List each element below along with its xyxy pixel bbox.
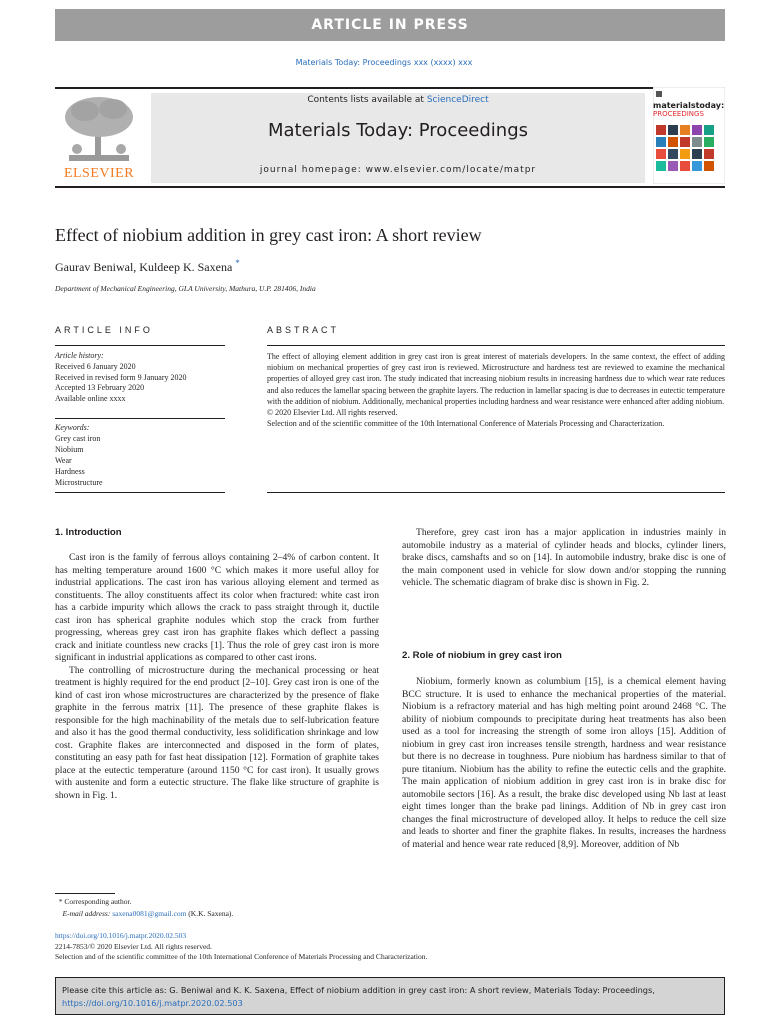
keyword-item: Niobium: [55, 445, 84, 454]
article-in-press-banner: ARTICLE IN PRESS: [55, 9, 725, 41]
issn-line: 2214-7853/© 2020 Elsevier Ltd. All rights reserved.: [55, 941, 212, 951]
email-label: E-mail address:: [62, 909, 111, 918]
author-email-link[interactable]: saxena0081@gmail.com: [112, 909, 187, 918]
citation-doi-link[interactable]: https://doi.org/10.1016/j.matpr.2020.02.503: [62, 998, 243, 1008]
intro-paragraph-1: Cast iron is the family of ferrous alloys containing 2–4% of carbon content. It has melting temperature around 1600 °C which makes it more useful alloy for industrial applications. The cast iron has various alloying element and termed as constituents. The alloy constituents affect its color when fractured: white cast iron has a carbide impurity which allows the crack to pass straight through it, ductile cast iron has spherical graphite nodules which stop the crack from further progressing, whereas grey cast iron has graphite flakes which deflect a passing crack and initiate countless new cracks [1]. Thus the role of grey cast iron is more significant in industrial applications as compared to other cast irons.: [55, 552, 379, 663]
corresponding-author-link[interactable]: *: [235, 258, 240, 268]
intro-paragraph-2: The controlling of microstructure during the mechanical processing or heat treatment is highly required for the end product [2–10]. Grey cast iron is one of the kind of cast iron whose microstructures are characterized by the presence of flake graphite in the ferrous matrix [11]. The presence of these graphite flakes is responsible for the high machinability of the metals due to self-lubrication feature and also it has the good thermal conductivity, less solidification shrinkage and low cost. Graphite flakes are interconnected and disposed in the form of plates, constituting an easy path for fast heat dissipation [12]. Formation of graphite takes place at the eutectic temperature (around 1150 °C for cast iron). It usually grows with austenite and form a eutectic structure. The flake like structure of graphite is shown in Fig. 1.: [55, 664, 379, 801]
doi-link[interactable]: https://doi.org/10.1016/j.matpr.2020.02.503: [55, 931, 187, 940]
journal-cover-thumbnail[interactable]: [653, 87, 725, 184]
role-heading: 2. Role of niobium in grey cast iron: [402, 650, 562, 661]
masthead-center-panel: [151, 93, 645, 183]
online-date: Available online xxxx: [55, 394, 126, 404]
keyword-item: Hardness: [55, 467, 85, 476]
revised-date: Received in revised form 9 January 2020: [55, 372, 187, 382]
corresponding-footnote: [55, 896, 385, 920]
introduction-heading: 1. Introduction: [55, 527, 122, 538]
journal-homepage[interactable]: journal homepage: www.elsevier.com/locate/matpr: [259, 165, 537, 175]
footnote-rule: [55, 893, 115, 894]
cover-label: [653, 101, 725, 119]
author-list: [55, 258, 725, 275]
history-label: Article history:: [55, 351, 104, 360]
selection-line: Selection and of the scientific committee of the 10th International Conference of Materials Processing and Characterization.: [55, 952, 428, 961]
author-affiliation: Department of Mechanical Engineering, GLA University, Mathura, U.P. 281406, India: [55, 284, 316, 293]
role-paragraph-1: Niobium, formerly known as columbium [15], is a chemical element having BCC structure. It is used to enhance the mechanical properties of the material. Niobium is a refractory material and has high melting point around 2468 °C. The ability of niobium compounds to precipitate during heat treatments has also been used as a tool for increasing the strength of some iron alloys [15]. Addition of niobium in grey cast iron increases tensile strength, hardness and wear resistance but there is no decrease in toughness. Pure niobium has hardness similar to that of pure titanium. Niobium has the ability to refine the eutectic cells and the graphite. The main application of niobium addition in grey cast iron is in brake disc for automobile sectors [16]. As a result, the brake disc developed using Nb last at least eight times longer than the brake pad linings. Addition of Nb in grey cast iron changes the final microstructure of developed alloy. It helps to reduce the cell size and leads to shorter and finer the graphite flakes. In results, increases the hardness of material and hence wear rate reduced [8,9]. Moreover, addition of Nb: [402, 676, 726, 850]
info-rule: [55, 345, 225, 346]
right-column-top: [402, 527, 726, 590]
bottom-metadata: [55, 931, 725, 963]
masthead-top-rule: [55, 87, 725, 89]
email-suffix: (K.K. Saxena).: [188, 909, 234, 918]
abstract-rule: [267, 345, 725, 346]
journal-reference[interactable]: Materials Today: Proceedings xxx (xxxx) xxx: [295, 58, 473, 67]
keyword-item: Microstructure: [55, 478, 103, 487]
right-paragraph-1: Therefore, grey cast iron has a major application in industries mainly in automobile industry as a material of cylinder heads and blocks, cylinder liners, brake discs, camshafts and so on [14]. In automobile industry, brake disc is one of the main component used in vehicle for slow down and/or stopping the running vehicle. The schematic diagram of brake disc is shown in Fig. 2.: [402, 527, 726, 588]
authors-text: Gaurav Beniwal, Kuldeep K. Saxena: [55, 260, 233, 274]
info-rule-middle: [55, 418, 225, 419]
journal-masthead: [55, 87, 725, 188]
footnote-line-1: * Corresponding author.: [55, 897, 132, 906]
keywords-label: Keywords:: [55, 423, 90, 432]
contents-line: [151, 95, 645, 105]
cover-proceedings: PROCEEDINGS: [653, 110, 704, 118]
article-info-heading: ARTICLE INFO: [55, 325, 153, 335]
masthead-bottom-rule: [55, 186, 725, 188]
abstract-copyright: © 2020 Elsevier Ltd. All rights reserved.: [267, 408, 398, 418]
keyword-item: Grey cast iron: [55, 434, 101, 443]
article-history: [55, 351, 230, 405]
left-column: [55, 552, 379, 802]
elsevier-wordmark: ELSEVIER: [63, 166, 135, 181]
keywords-block: [55, 422, 230, 488]
accepted-date: Accepted 13 February 2020: [55, 383, 145, 393]
sciencedirect-link[interactable]: ScienceDirect: [426, 95, 489, 105]
cover-materialstoday: materialstoday:: [653, 101, 725, 110]
abstract-body: [267, 351, 725, 429]
citation-box: [55, 977, 725, 1015]
abstract-paragraph: The effect of alloying element addition in grey cast iron is great interest of materials developers. In the same context, the effect of adding niobium on mechanical properties of grey cast iron is reviewed. Microstructure and hardness test are reviewed to examine the mechanical properties of alloyed grey cast iron. The study indicated that increasing niobium results in increasing hardness due to which wear rate reduces and also reduces the lamellar spacing between the graphite layers. The reduction in lamellar spacing is due to decreases in eutectic temperature with the addition of niobium. Additionally, mechanical properties including hardness and wear resistance were enhanced after adding niobium.: [267, 352, 725, 406]
abstract-selection: Selection and of the scientific committee of the 10th International Conference of Materials Processing and Characterization.: [267, 419, 665, 429]
abstract-heading: ABSTRACT: [267, 325, 340, 335]
citation-text: Please cite this article as: G. Beniwal and K. K. Saxena, Effect of niobium addition in grey cast iron: A short review, Materials Today: Proceedings,: [62, 985, 655, 995]
abstract-rule-bottom: [267, 492, 725, 493]
journal-title: Materials Today: Proceedings: [268, 120, 528, 141]
footnote-line-2: [55, 908, 385, 920]
right-column-bottom: [402, 676, 726, 851]
corresponding-label: Corresponding author.: [64, 897, 132, 906]
article-title: Effect of niobium addition in grey cast iron: A short review: [55, 225, 482, 245]
info-rule-bottom: [55, 492, 225, 493]
received-date: Received 6 January 2020: [55, 361, 136, 371]
keyword-item: Wear: [55, 456, 72, 465]
contents-prefix: Contents lists available at: [307, 95, 427, 105]
